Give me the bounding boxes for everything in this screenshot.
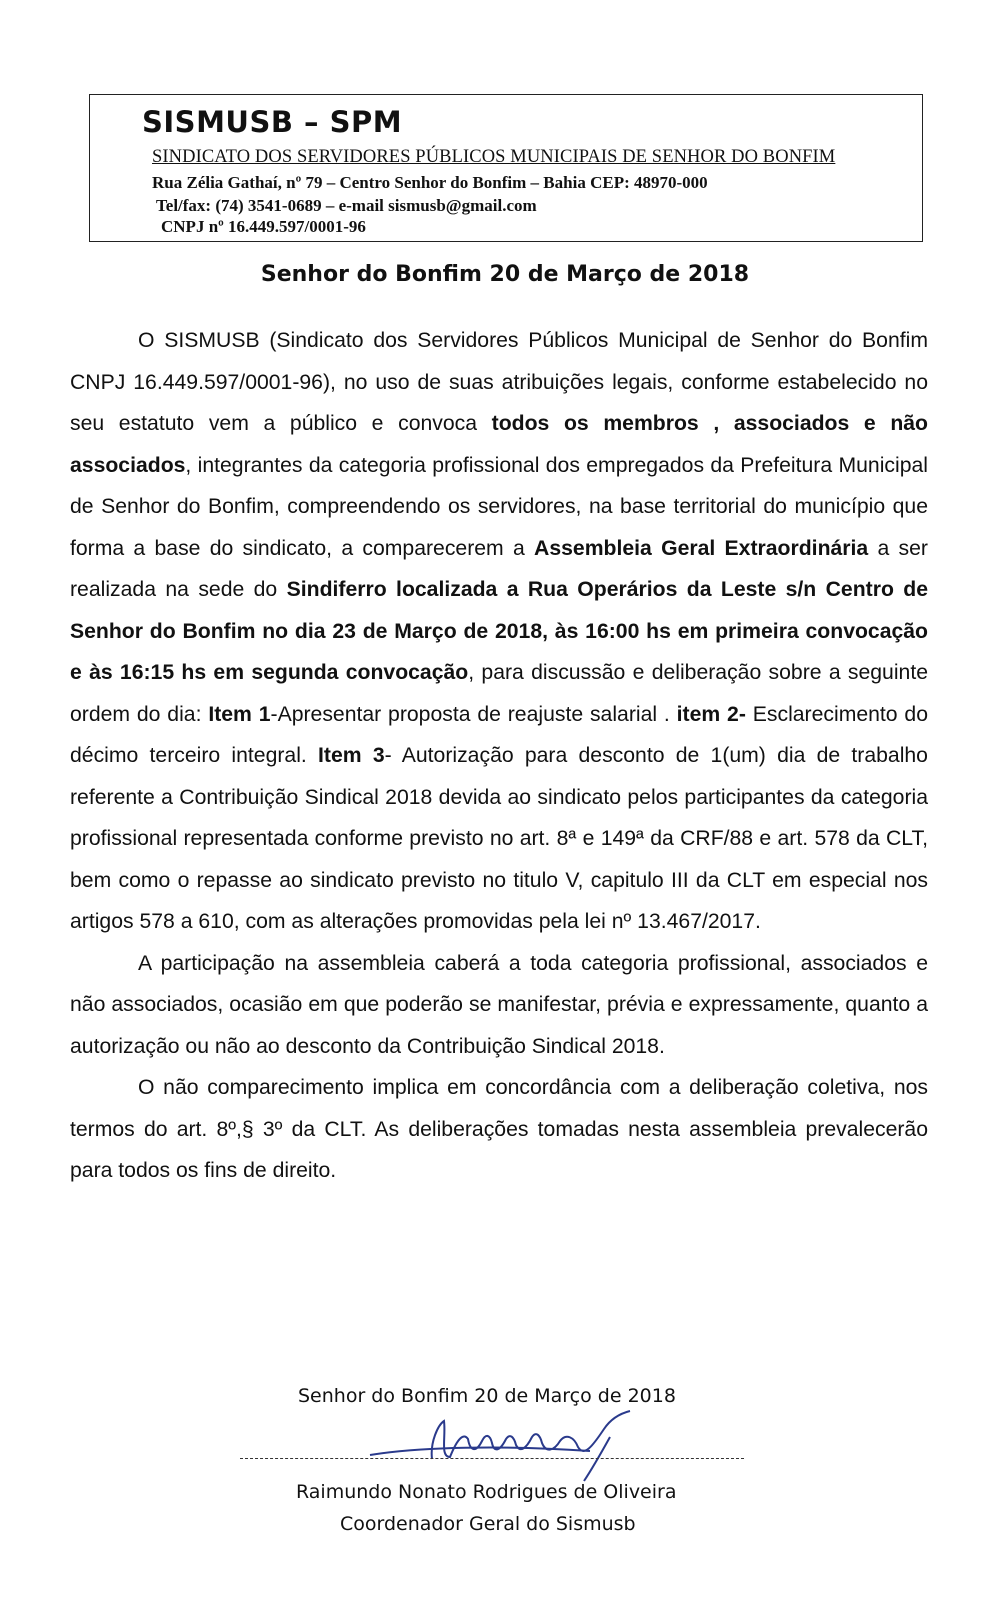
- signature-place-date: Senhor do Bonfim 20 de Março de 2018: [298, 1385, 676, 1407]
- org-address: Rua Zélia Gathaí, nº 79 – Centro Senhor do Bonfim – Bahia CEP: 48970-000: [152, 173, 708, 192]
- p1-bold-item2: item 2-: [676, 702, 746, 726]
- document-body: [70, 320, 928, 1192]
- org-full-name: SINDICATO DOS SERVIDORES PÚBLICOS MUNICIPAIS DE SENHOR DO BONFIM: [152, 147, 836, 167]
- p1-bold-members: todos os membros , associados e não associados: [70, 412, 928, 477]
- p1-bold-item1: Item 1: [208, 702, 271, 726]
- org-name: SISMUSB – SPM: [142, 105, 403, 139]
- handwritten-signature: [360, 1407, 660, 1482]
- p1-bold-assembly: Assembleia Geral Extraordinária: [534, 536, 869, 560]
- p1-text-3: a ser realizada na sede do: [70, 536, 928, 601]
- p1-text-1: O SISMUSB (Sindicato dos Servidores Públicos Municipal de Senhor do Bonfim CNPJ 16.449.597/0001-96), no uso de suas atribuições legais, conforme estabelecido no seu estatuto vem a público e convoca: [70, 329, 928, 435]
- p1-text-6: Esclarecimento do décimo terceiro integral.: [70, 702, 928, 767]
- paragraph-convocation: [70, 320, 928, 943]
- paragraph-non-attendance: O não comparecimento implica em concordância com a deliberação coletiva, nos termos do art. 8º,§ 3º da CLT. As deliberações tomadas nesta assembleia prevalecerão para todos os fins de direito.: [70, 1076, 928, 1182]
- p1-text-7: - Autorização para desconto de 1(um) dia de trabalho referente a Contribuição Sindical 2018 devida ao sindicato pelos participantes da categoria profissional representada conforme previsto no art. 8ª e 149ª da CRF/88 e art. 578 da CLT, bem como o repasse ao sindicato previsto no titulo V, capitulo III da CLT em especial nos artigos 578 a 610, com as alterações promovidas pela lei nº 13.467/2017.: [70, 744, 928, 933]
- document-date-title: Senhor do Bonfim 20 de Março de 2018: [260, 262, 750, 287]
- org-contact: Tel/fax: (74) 3541-0689 – e-mail sismusb@gmail.com: [156, 196, 537, 215]
- p1-text-4: , para discussão e deliberação sobre a seguinte ordem do dia:: [70, 661, 929, 726]
- p1-text-5: -Apresentar proposta de reajuste salarial .: [270, 702, 677, 726]
- p1-text-2: , integrantes da categoria profissional dos empregados da Prefeitura Municipal de Senhor do Bonfim, compreendendo os servidores, na base territorial do município que forma a base do sindicato, a comparecerem a: [70, 453, 928, 560]
- p1-bold-location-time: Sindiferro localizada a Rua Operários da Leste s/n Centro de Senhor do Bonfim no dia 23 de Março de 2018, às 16:00 hs em primeira convocação e às 16:15 hs em segunda convocação: [70, 578, 928, 684]
- org-cnpj: CNPJ nº 16.449.597/0001-96: [161, 217, 366, 236]
- signatory-name: Raimundo Nonato Rodrigues de Oliveira: [296, 1481, 677, 1503]
- letterhead-box: [89, 94, 923, 242]
- paragraph-participation: A participação na assembleia caberá a toda categoria profissional, associados e não associados, ocasião em que poderão se manifestar, prévia e expressamente, quanto a autorização ou não ao desconto da Contribuição Sindical 2018.: [70, 951, 928, 1058]
- signatory-role: Coordenador Geral do Sismusb: [340, 1513, 636, 1535]
- p1-bold-item3: Item 3: [318, 744, 385, 767]
- signature-line: [240, 1458, 744, 1459]
